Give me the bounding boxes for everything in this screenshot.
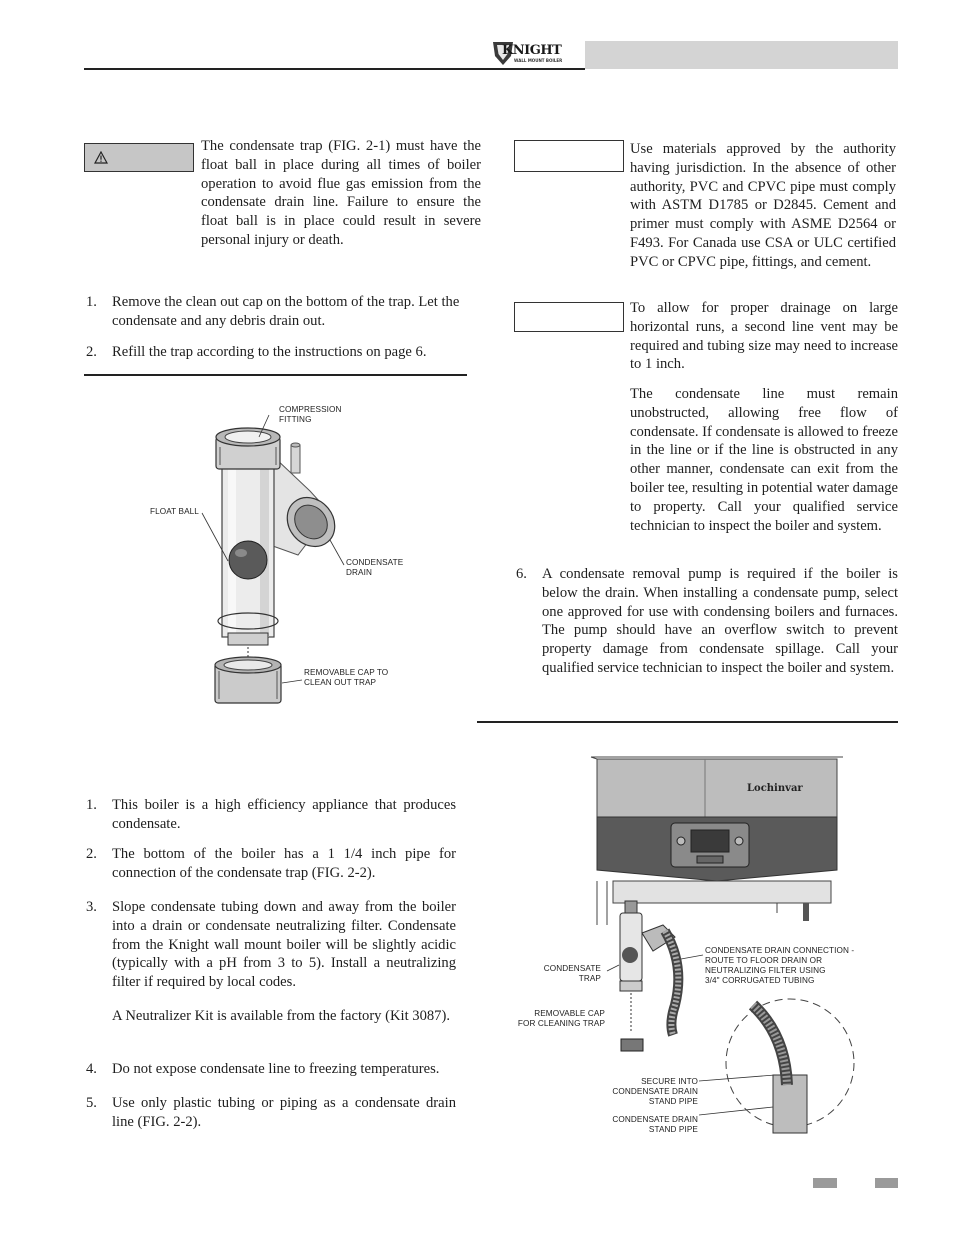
label-condensate-trap: [505, 964, 601, 984]
list-text: Do not expose condensate line to freezing temperatures.: [112, 1061, 440, 1077]
fig2-top-rule: [477, 721, 898, 723]
list-text: Refill the trap according to the instructions on page 6.: [112, 344, 427, 360]
list-text: This boiler is a high efficiency appliance that produces condensate.: [112, 797, 456, 832]
label-compression-fitting: COMPRESSION FITTING: [279, 405, 342, 424]
knight-logo: [490, 38, 570, 68]
warning-triangle-icon: [94, 151, 108, 164]
label-float-ball: FLOAT BALL: [150, 507, 199, 516]
header-rule: [84, 68, 585, 70]
list-text: A Neutralizer Kit is available from the factory (Kit 3087).: [112, 1008, 450, 1024]
label-line: STAND PIPE: [648, 1097, 698, 1106]
label-removable-cap: REMOVABLE CAP TO CLEAN OUT TRAP: [304, 668, 389, 687]
label-line: TRAP: [578, 974, 601, 983]
label-line: CONDENSATE DRAIN: [612, 1087, 698, 1096]
label-brand: Lochinvar: [747, 783, 803, 794]
label-line: NEUTRALIZING FILTER USING: [705, 966, 826, 975]
label-line: 3/4" CORRUGATED TUBING: [705, 976, 815, 985]
header-bar: [585, 41, 898, 69]
label-drain-connection: [705, 946, 875, 986]
label-line: STAND PIPE: [648, 1125, 698, 1134]
notice-2-text-2: The condensate line must remain unobstructed, allowing free flow of condensate. If condensate is allowed to freeze in the line or if the line is obstructed in any other manner, condensate can exit from the boiler tee, resulting in potential water damage to property. Call your qualified service technician to inspect the boiler and system.: [630, 386, 898, 534]
label-removable-cap-cleaning: [505, 1009, 605, 1029]
warning-signal-box: [84, 143, 194, 172]
boiler-drain-illustration: [505, 745, 898, 1145]
figure-condensate-trap: [120, 395, 460, 720]
list-number: 3.: [86, 899, 97, 915]
list-number: 4.: [86, 1061, 97, 1077]
notice-signal-box-1: [514, 140, 624, 172]
label-stand-pipe: [591, 1115, 698, 1135]
footer-tab-right: [875, 1178, 898, 1188]
list-number: 2.: [86, 846, 97, 862]
list-text: Remove the clean out cap on the bottom of the trap. Let the condensate and any debris drain out.: [112, 294, 460, 329]
label-line: CONDENSATE DRAIN CONNECTION -: [705, 946, 855, 955]
list-text: A condensate removal pump is required if the boiler is below the drain. When installing a condensate pump, select one approved for use with condensing boilers and furnaces. The pump should have an overflow switch to prevent property damage from condensate spillage. Call your qualified service technician to inspect the boiler and system.: [542, 566, 898, 676]
notice-2-text-1: To allow for proper drainage on large horizontal runs, a second line vent may be required and tubing size may need to increase to 1 inch.: [630, 300, 898, 373]
logo-subtext: WALL MOUNT BOILER: [514, 58, 563, 63]
label-secure-into: [601, 1077, 698, 1107]
list-text: The bottom of the boiler has a 1 1/4 inch pipe for connection of the condensate trap (FIG. 2-2).: [112, 846, 456, 881]
list-text: Slope condensate tubing down and away from the boiler into a drain or condensate neutralizing filter. Condensate from the Knight wall mount boiler will be slightly acidic (typically with a pH from 3 to 5). Install a neutralizing filter if required by local codes.: [112, 899, 456, 991]
logo-text: KNIGHT: [502, 43, 562, 58]
list-number: 5.: [86, 1095, 97, 1111]
footer-tab-left: [813, 1178, 837, 1188]
notice-signal-box-2: [514, 302, 624, 332]
label-line: CONDENSATE: [543, 964, 601, 973]
list-number: 1.: [86, 797, 97, 813]
list-number: 6.: [516, 566, 527, 582]
list-text: Use only plastic tubing or piping as a condensate drain line (FIG. 2-2).: [112, 1095, 456, 1130]
fig1-top-rule: [84, 374, 467, 376]
notice-1-text: Use materials approved by the authority having jurisdiction. In the absence of other authority, PVC and CPVC pipe must comply with ASTM D1785 or D2845. Cement and primer must comply with ASME D2564 or F493. For Canada use CSA or ULC certified PVC or CPVC pipe, fittings, and cement.: [630, 141, 896, 270]
label-line: FOR CLEANING TRAP: [517, 1019, 605, 1028]
label-condensate-drain: CONDENSATE DRAIN: [346, 558, 404, 577]
label-line: SECURE INTO: [641, 1077, 698, 1086]
label-line: REMOVABLE CAP: [534, 1009, 605, 1018]
figure-boiler-drain: [505, 745, 898, 1145]
list-number: 1.: [86, 294, 97, 310]
warning-text: The condensate trap (FIG. 2-1) must have the float ball in place during all times of boiler operation to avoid flue gas emission from the condensate drain line. Failure to ensure the float ball is in place could result in severe personal injury or death.: [201, 138, 481, 248]
label-line: ROUTE TO FLOOR DRAIN OR: [705, 956, 823, 965]
label-line: CONDENSATE DRAIN: [612, 1115, 698, 1124]
list-number: 2.: [86, 344, 97, 360]
